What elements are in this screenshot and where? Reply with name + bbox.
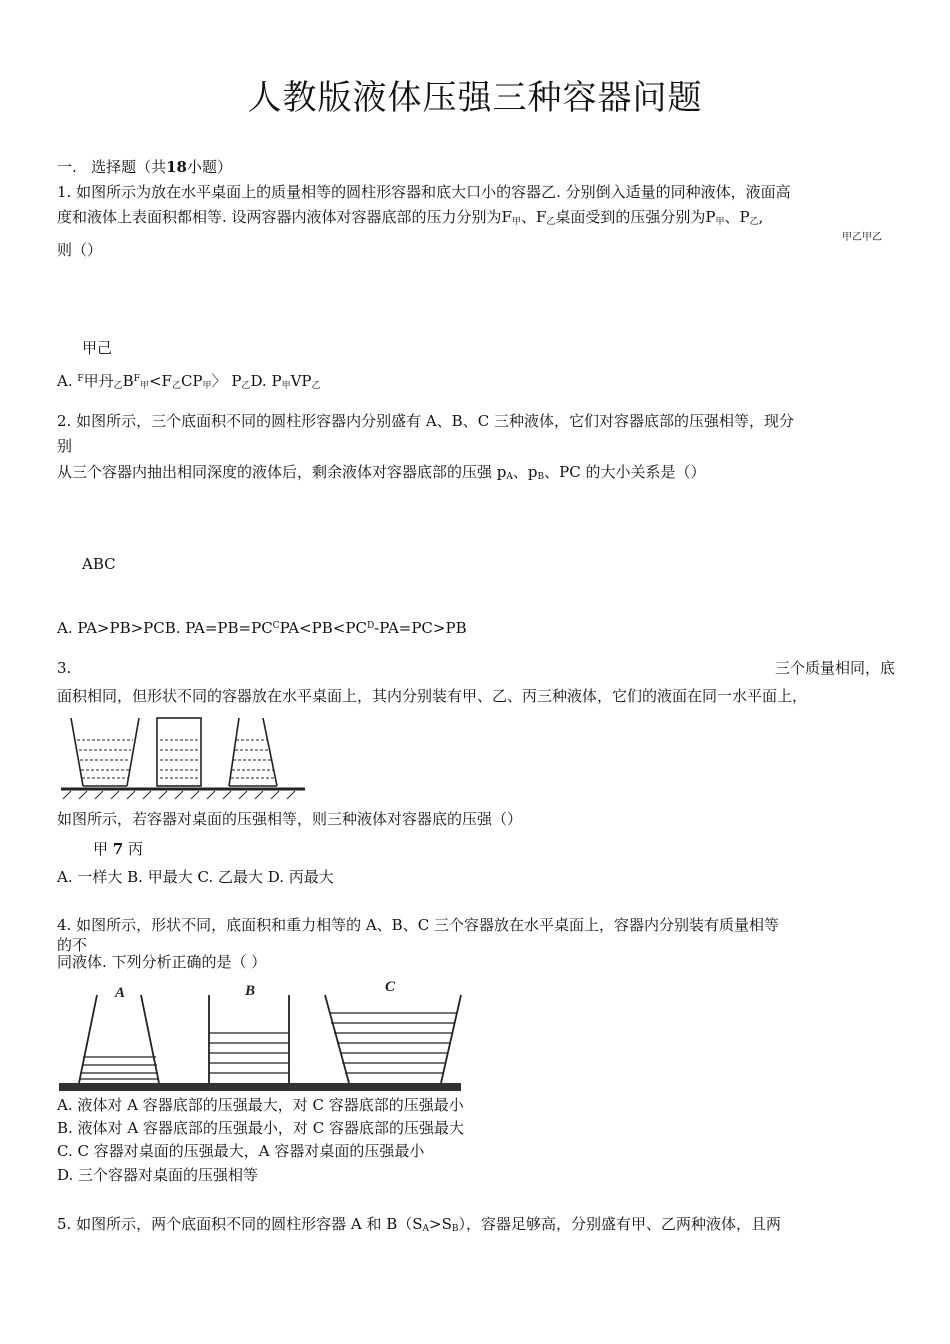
q1-options — [57, 368, 321, 397]
q2-text-a: 从三个容器内抽出相同深度的液体后，剩余液体对容器底部的压强 p — [57, 463, 507, 481]
q2-opt-sup: D — [366, 621, 375, 631]
q1-opt-text: 甲丹 — [83, 372, 114, 390]
q4-ground — [59, 1083, 461, 1091]
q3-figure-labels — [93, 838, 143, 860]
q1-sub-yi: 乙 — [546, 217, 556, 227]
q1-opt-a: A. — [57, 372, 78, 390]
q2-opt-text: PA<PB<PC — [279, 619, 367, 637]
q1-opt-sub: 乙 — [171, 381, 181, 391]
q4-line1: 4. 如图所示，形状不同，底面积和重力相等的 A、B、C 三个容器放在水平桌面上，容器内分别装有质量相等 — [57, 916, 779, 934]
q4-containers-figure — [57, 975, 467, 1095]
q3-line3: 如图所示，若容器对桌面的压强相等，则三种液体对容器底的压强（） — [57, 810, 523, 828]
q1-sep: 、F — [520, 208, 547, 226]
q2-line2: 别 — [57, 437, 73, 455]
q3-label-jia: 甲 — [93, 840, 109, 858]
q2-sub-a: A — [506, 472, 513, 482]
q3-containers-figure — [57, 714, 317, 804]
q5-text-a: 5. 如图所示，两个底面积不同的圆柱形容器 A 和 B（S — [57, 1215, 423, 1233]
q3-line2: 面积相同，但形状不同的容器放在水平桌面上，其内分别装有甲、乙、丙三种液体，它们的液面在同一水平面上， — [57, 687, 808, 705]
q2-options — [57, 615, 467, 639]
q2-text-c: 、PC 的大小关系是（） — [544, 463, 706, 481]
q4-line1b: 的不 — [57, 936, 88, 954]
q3-line1-right: 三个质量相同，底 — [774, 659, 895, 677]
q4-line2: 同液体. 下列分析正确的是（ ） — [57, 953, 267, 971]
q1-opt-sub: 甲 — [281, 381, 291, 391]
q5-text-mid: >S — [429, 1215, 452, 1233]
q1-text-a: 度和液体上表面积都相等. 设两容器内液体对容器底部的压力分别为F — [57, 208, 512, 226]
q3-number: 3. — [57, 659, 72, 677]
section-unit: 小题） — [186, 158, 232, 176]
q1-text-c: , — [758, 208, 764, 226]
q1-opt-sup: F — [77, 374, 84, 384]
q4-option-d: D. 三个容器对桌面的压强相等 — [57, 1166, 259, 1184]
q1-opt-text: VP — [290, 372, 312, 390]
page-title: 人教版液体压强三种容器问题 — [247, 78, 703, 118]
q5-sub-b: B — [451, 1224, 459, 1234]
q2-text-b: 、p — [512, 463, 538, 481]
q3-options: A. 一样大 B. 甲最大 C. 乙最大 D. 丙最大 — [57, 868, 334, 886]
section-label: 选择题（共 — [91, 158, 167, 176]
q3-label-bing: 丙 — [128, 840, 144, 858]
q1-opt-sub: 乙 — [311, 381, 321, 391]
q1-opt-sub: 甲 — [139, 381, 149, 391]
q2-opt-sup: C — [272, 621, 280, 631]
section-heading — [57, 156, 232, 178]
q5-text-b: ），容器足够高，分别盛有甲、乙两种液体，且两 — [458, 1215, 782, 1233]
q3-label-7: 7 — [112, 840, 124, 858]
q1-opt-text: CP — [180, 372, 203, 390]
q1-line3: 则（） — [57, 241, 103, 259]
q1-opt-text: B — [122, 372, 134, 390]
section-number: 一. — [57, 158, 77, 176]
q1-opt-sub: 乙 — [241, 381, 251, 391]
q1-sub-jia2: 甲 — [715, 217, 725, 227]
q2-figure-label: ABC — [82, 555, 116, 573]
q5-sub-a: A — [422, 1224, 430, 1234]
q1-sub-jia: 甲 — [511, 217, 521, 227]
q4-option-a: A. 液体对 A 容器底部的压强最大，对 C 容器底部的压强最小 — [57, 1096, 464, 1114]
q4-label-c: C — [385, 979, 396, 995]
q2-opt-text: -PA=PC>PB — [374, 619, 467, 637]
q1-tiny-labels: 甲乙甲乙 — [842, 232, 882, 243]
q1-sub-yi2: 乙 — [749, 217, 759, 227]
q2-opt-text: A. PA>PB>PCB. PA=PB=PC — [57, 619, 273, 637]
q1-opt-sub: 甲 — [202, 381, 212, 391]
q4-option-b: B. 液体对 A 容器底部的压强最小，对 C 容器底部的压强最大 — [57, 1119, 464, 1137]
q5-line1 — [57, 1213, 781, 1240]
q1-opt-text: <F — [148, 372, 172, 390]
q2-sub-b: B — [537, 472, 545, 482]
q1-opt-sub: 乙 — [113, 381, 123, 391]
q4-label-a: A — [115, 985, 126, 1001]
q4-option-c: C. C 容器对桌面的压强最大，A 容器对桌面的压强最小 — [57, 1142, 425, 1160]
q1-line2 — [57, 206, 763, 233]
q2-line1: 2. 如图所示，三个底面积不同的圆柱形容器内分别盛有 A、B、C 三种液体，它们对容器底部的压强相等，现分 — [57, 412, 794, 430]
question-count: 18 — [166, 158, 187, 176]
q1-text-b: 桌面受到的压强分别为P — [555, 208, 716, 226]
q1-opt-text: D. P — [250, 372, 282, 390]
q1-line1: 1. 如图所示为放在水平桌面上的质量相等的圆柱形容器和底大口小的容器乙. 分别倒入适量的同种液体，液面高 — [57, 183, 791, 201]
q1-opt-text: 〉 P — [211, 372, 242, 390]
q1-figure-label: 甲己 — [82, 339, 113, 357]
q1-sep2: 、P — [724, 208, 750, 226]
q4-label-b: B — [245, 983, 256, 999]
q2-line3 — [57, 461, 705, 488]
q1-opt-sup: F — [133, 374, 140, 384]
